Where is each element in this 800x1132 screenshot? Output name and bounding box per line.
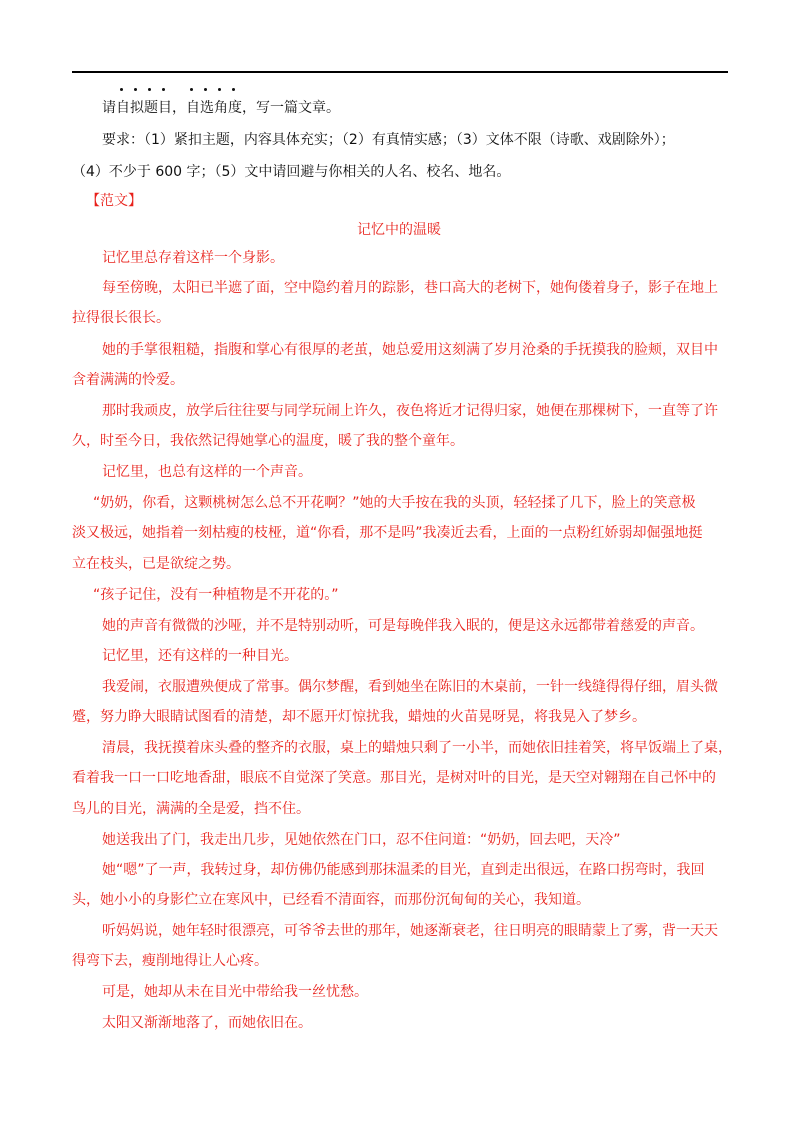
requirements-line-1: 要求：（1）紧扣主题，内容具体充实；（2）有真情实感；（3）文体不限（诗歌、戏剧除外）； [102, 132, 675, 148]
essay-line: 她的手掌很粗糙，指腹和掌心有很厚的老茧，她总爱用这刻满了岁月沧桑的手抚摸我的脸颊，双目中 [102, 342, 718, 358]
essay-line: 含着满满的怜爱。 [72, 372, 184, 388]
sample-essay-label: 【范文】 [86, 193, 142, 209]
essay-line: 每至傍晚，太阳已半遮了面，空中隐约着月的踪影，巷口高大的老树下，她佝偻着身子，影子在地上 [102, 280, 718, 296]
essay-line: 记忆里总存着这样一个身影。 [102, 250, 284, 266]
emphasis-dot [204, 88, 207, 91]
emphasis-dot [218, 88, 221, 91]
essay-line: 记忆里，也总有这样的一个声音。 [102, 464, 312, 480]
essay-line: 拉得很长很长。 [72, 310, 170, 326]
essay-line: 可是，她却从未在目光中带给我一丝忧愁。 [102, 984, 368, 1000]
essay-line: 鸟儿的目光，满满的全是爱，挡不住。 [72, 801, 310, 817]
header-rule [72, 71, 728, 73]
emphasis-dot [148, 88, 151, 91]
essay-line: 清晨，我抚摸着床头叠的整齐的衣服，桌上的蜡烛只剩了一小半，而她依旧挂着笑，将早饭端上了桌， [102, 740, 732, 756]
essay-line: 蹙，努力睁大眼睛试图看的清楚，却不愿开灯惊扰我，蜡烛的火苗晃呀晃，将我晃入了梦乡。 [72, 709, 646, 725]
essay-line: 立在枝头，已是欲绽之势。 [72, 556, 240, 572]
essay-line: 看着我一口一口吃地香甜，眼底不自觉深了笑意。那目光，是树对叶的目光，是天空对翱翔在自己怀中的 [72, 770, 716, 786]
emphasis-dot [232, 88, 235, 91]
essay-line: 她送我出了门，我走出几步，见她依然在门口，忍不住问道：“奶奶，回去吧，天冷” [102, 832, 621, 848]
essay-line: “奶奶，你看，这颗桃树怎么总不开花啊？”她的大手按在我的头顶，轻轻揉了几下，脸上的笑意极 [93, 495, 696, 511]
essay-line: 她的声音有微微的沙哑，并不是特别动听，可是每晚伴我入眠的，便是这永远都带着慈爱的声音。 [102, 618, 704, 634]
essay-title: 记忆中的温暖 [357, 222, 441, 238]
essay-line: 淡又极远，她指着一刻枯瘦的枝桠，道“你看，那不是吗”我凑近去看，上面的一点粉红娇弱却倔强地挺 [72, 525, 703, 541]
essay-line: 记忆里，还有这样的一种目光。 [102, 648, 298, 664]
emphasis-dot [134, 88, 137, 91]
essay-line: 那时我顽皮，放学后往往要与同学玩闹上许久，夜色将近才记得归家，她便在那棵树下，一直等了许 [102, 403, 718, 419]
essay-line: 得弯下去，瘦削地得让人心疼。 [72, 953, 268, 969]
essay-line: 久，时至今日，我依然记得她掌心的温度，暖了我的整个童年。 [72, 433, 464, 449]
essay-line: 她“嗯”了一声，我转过身，却仿佛仍能感到那抹温柔的目光，直到走出很远，在路口拐弯时，我回 [102, 862, 705, 878]
essay-line: 太阳又渐渐地落了，而她依旧在。 [102, 1015, 312, 1031]
emphasis-dots [102, 88, 242, 94]
requirements-line-2: （4）不少于 600 字；（5）文中请回避与你相关的人名、校名、地名。 [72, 164, 511, 180]
emphasis-dot [190, 88, 193, 91]
emphasis-dot [162, 88, 165, 91]
essay-line: “孩子记住，没有一种植物是不开花的。” [93, 587, 339, 603]
instruction-prompt: 请自拟题目，自选角度，写一篇文章。 [102, 100, 340, 116]
emphasis-dot [120, 88, 123, 91]
essay-line: 听妈妈说，她年轻时很漂亮，可爷爷去世的那年，她逐渐衰老，往日明亮的眼睛蒙上了雾，背一天天 [102, 923, 718, 939]
essay-line: 我爱闹，衣服遭殃便成了常事。偶尔梦醒，看到她坐在陈旧的木桌前，一针一线缝得得仔细，眉头微 [102, 679, 718, 695]
essay-line: 头，她小小的身影伫立在寒风中，已经看不清面容，而那份沉甸甸的关心，我知道。 [72, 892, 590, 908]
